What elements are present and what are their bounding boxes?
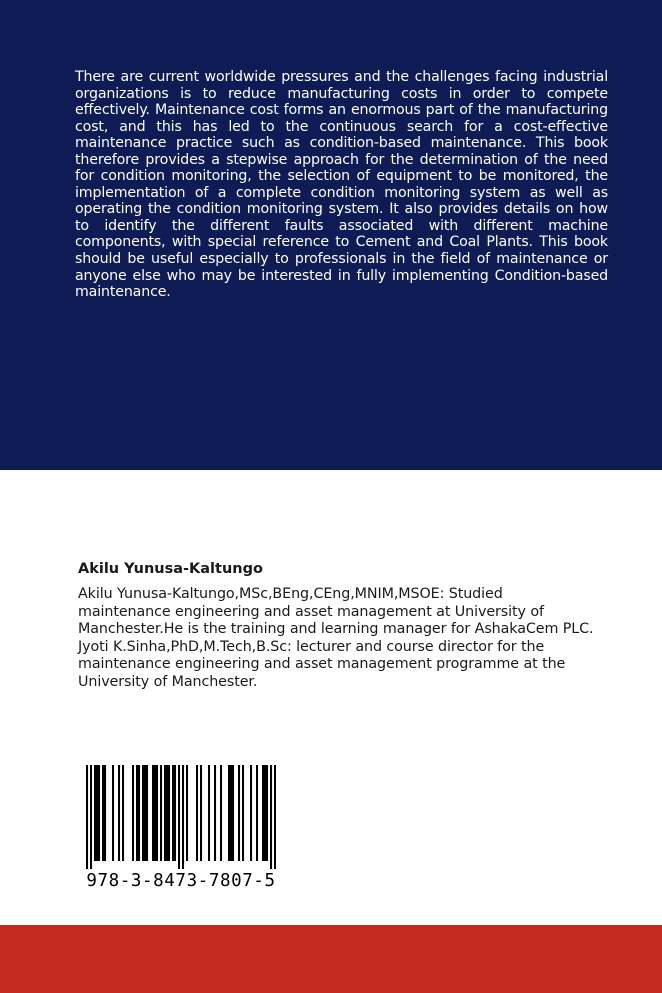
barcode-bar <box>166 765 168 861</box>
barcode-bar <box>182 765 184 869</box>
book-description: There are current worldwide pressures and the challenges facing industrial organizations is to reduce manufacturing costs in order to compete effectively. Maintenance cost forms an enormous part of the manufacturing cost, and this has led to the continuous search for a cost-effective maintenance practice such as condition-based maintenance. This book therefore provides a stepwise approach for the determination of the need for condition monitoring, the selection of equipment to be monitored, the implementation of a complete condition monitoring system as well as operating the condition monitoring system. It also provides details on how to identify the different faults associated with different machine components, with special reference to Cement and Coal Plants. This book should be useful especially to professionals in the field of maintenance or anyone else who may be interested in fully implementing Condition-based maintenance. <box>75 69 608 301</box>
barcode-bar <box>154 765 156 861</box>
barcode-bar <box>214 765 216 861</box>
barcode-bar <box>156 765 158 861</box>
barcode-bar <box>178 765 180 869</box>
barcode-bar <box>232 765 234 861</box>
barcode-bar <box>142 765 144 861</box>
barcode-bar <box>112 765 114 861</box>
barcode-bars <box>86 765 276 869</box>
barcode-bar <box>238 765 240 861</box>
barcode-bar <box>250 765 252 861</box>
barcode-bar <box>196 765 198 861</box>
barcode-bar <box>86 765 88 869</box>
blurb-panel <box>0 0 662 470</box>
barcode-bar <box>136 765 138 861</box>
barcode-bar <box>90 765 92 869</box>
barcode-bar <box>270 765 272 869</box>
barcode-bar <box>256 765 258 861</box>
barcode-bar <box>96 765 98 861</box>
barcode-bar <box>242 765 244 861</box>
barcode-bar <box>220 765 222 861</box>
isbn-number: 978-3-8473-7807-5 <box>86 871 276 891</box>
barcode-bar <box>262 765 264 861</box>
barcode-bar <box>172 765 174 861</box>
barcode-bar <box>200 765 202 861</box>
barcode-bar <box>152 765 154 861</box>
barcode-bar <box>228 765 230 861</box>
barcode-bar <box>146 765 148 861</box>
barcode-bar <box>104 765 106 861</box>
barcode-bar <box>274 765 276 869</box>
barcode-bar <box>138 765 140 861</box>
barcode-bar <box>102 765 104 861</box>
bottom-color-band <box>0 925 662 993</box>
barcode-bar <box>118 765 120 861</box>
barcode-bar <box>144 765 146 861</box>
barcode-bar <box>94 765 96 861</box>
barcode-bar <box>174 765 176 861</box>
barcode-bar <box>230 765 232 861</box>
barcode-bar <box>168 765 170 861</box>
barcode-bar <box>122 765 124 861</box>
barcode-bar <box>264 765 266 861</box>
barcode <box>78 759 284 899</box>
author-bio: Akilu Yunusa-Kaltungo,MSc,BEng,CEng,MNIM,MSOE: Studied maintenance engineering and asset management at University of Manchester.He is the training and learning manager for AshakaCem PLC. Jyoti K.Sinha,PhD,M.Tech,B.Sc: lecturer and course director for the maintenance engineering and asset management programme at the University of Manchester. <box>78 586 594 690</box>
barcode-bar <box>98 765 100 861</box>
barcode-bar <box>160 765 162 861</box>
barcode-bar <box>164 765 166 861</box>
barcode-bar <box>186 765 188 861</box>
author-name: Akilu Yunusa-Kaltungo <box>78 561 263 577</box>
barcode-bar <box>208 765 210 861</box>
barcode-bar <box>132 765 134 861</box>
barcode-bar <box>266 765 268 861</box>
